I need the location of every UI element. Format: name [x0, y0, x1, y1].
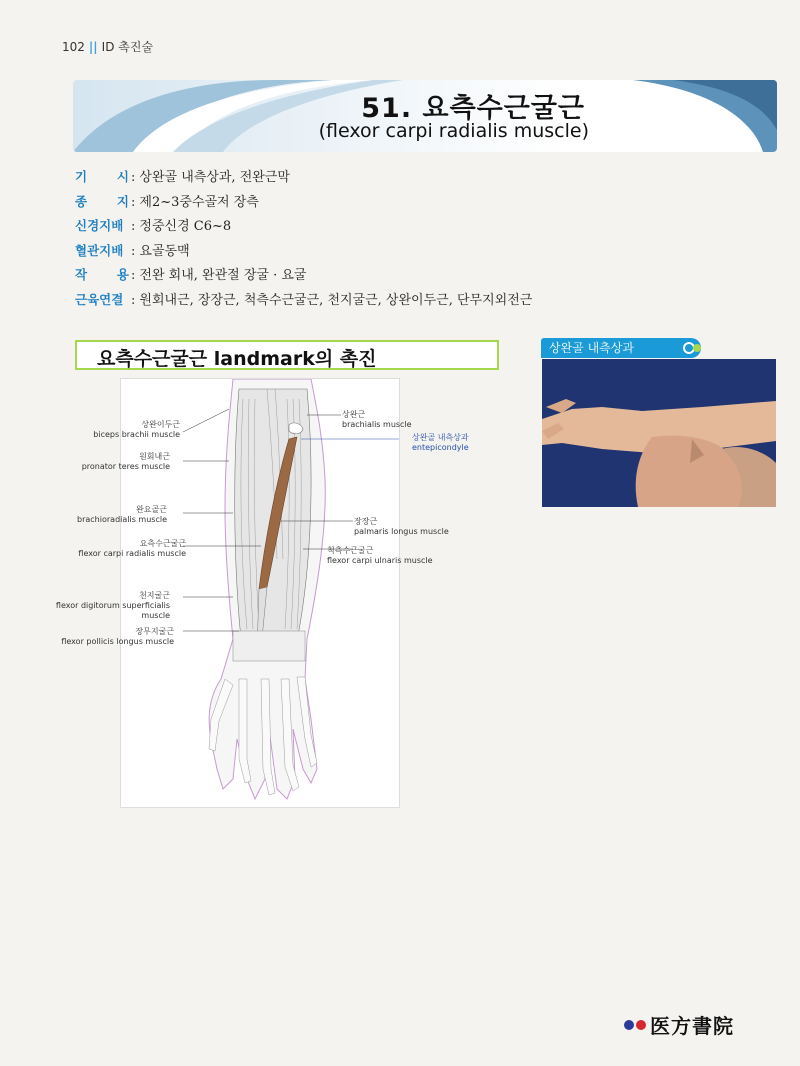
info-value: 정중신경 C6~8 [139, 219, 232, 235]
photo-caption: 상완골 내측상과 [549, 341, 634, 355]
label-fcr: 요측수근굴근 flexor carpi radialis muscle [78, 539, 186, 558]
logo-blue-dot-icon [624, 1020, 634, 1030]
tab-dot-icon [693, 344, 701, 352]
page-title: 51. 요측수근굴근 [361, 93, 585, 124]
label-palmaris-longus: 장장근 palmaris longus muscle [354, 517, 449, 536]
info-label: 작 용 [75, 267, 129, 283]
info-value: 제2~3중수골저 장측 [139, 194, 259, 210]
info-label: 신경지배 [75, 218, 124, 234]
label-brachialis: 상완근 brachialis muscle [342, 410, 412, 429]
page-header [62, 38, 153, 55]
info-label: 기 시 [75, 169, 129, 184]
info-label: 종 지 [75, 193, 129, 209]
info-value: 전완 회내, 완관절 장굴 · 요굴 [139, 268, 307, 284]
info-row-artery: 혈관지배 : 요골동맥 [75, 240, 532, 265]
label-biceps: 상완이두근 biceps brachii muscle [93, 420, 180, 439]
label-entepicondyle: 상완골 내측상과 entepicondyle [412, 433, 469, 452]
info-value: 상완골 내측상과, 전완근막 [139, 170, 290, 185]
info-value: 원회내근, 장장근, 척측수근굴근, 천지굴근, 상완이두근, 단무지외전근 [139, 292, 533, 308]
publisher-logo [624, 1010, 734, 1039]
landmark-heading-box [75, 340, 499, 370]
palpation-photo-illustration [542, 359, 776, 507]
photo-caption-tab [541, 338, 701, 358]
publisher-name: 医方書院 [650, 1014, 734, 1038]
muscle-info-list [75, 166, 532, 314]
label-fcu: 척측수근굴근 flexor carpi ulnaris muscle [327, 546, 433, 565]
title-banner [73, 80, 777, 152]
info-label: 근육연결 [75, 291, 124, 307]
info-row-origin: 기 시 : 상완골 내측상과, 전완근막 [75, 166, 532, 191]
page-number: 102 [62, 39, 85, 54]
logo-red-dot-icon [636, 1020, 646, 1030]
landmark-title: 요측수근굴근 landmark의 촉진 [97, 348, 377, 370]
header-divider: || [88, 39, 98, 54]
page-subtitle: (flexor carpi radialis muscle) [318, 120, 589, 142]
info-row-action: 작 용 : 전완 회내, 완관절 장굴 · 요굴 [75, 264, 532, 289]
label-brachioradialis: 완요골근 brachioradialis muscle [77, 505, 167, 524]
info-row-insertion: 종 지 : 제2~3중수골저 장측 [75, 191, 532, 216]
label-fpl: 장무지굴근 flexor pollicis longus muscle [61, 627, 174, 646]
palpation-photo [542, 359, 776, 507]
info-label: 혈관지배 [75, 242, 124, 258]
label-pronator-teres: 원회내근 pronator teres muscle [81, 452, 170, 471]
info-row-nerve: 신경지배 : 정중신경 C6~8 [75, 215, 532, 240]
section-title: ID 촉진술 [101, 40, 154, 54]
info-row-connections: 근육연결 : 원회내근, 장장근, 척측수근굴근, 천지굴근, 상완이두근, 단무지외전근 [75, 289, 532, 314]
info-value: 요골동맥 [139, 243, 190, 259]
label-fds: 천지굴근 flexor digitorum superficialis muscle [55, 591, 170, 620]
